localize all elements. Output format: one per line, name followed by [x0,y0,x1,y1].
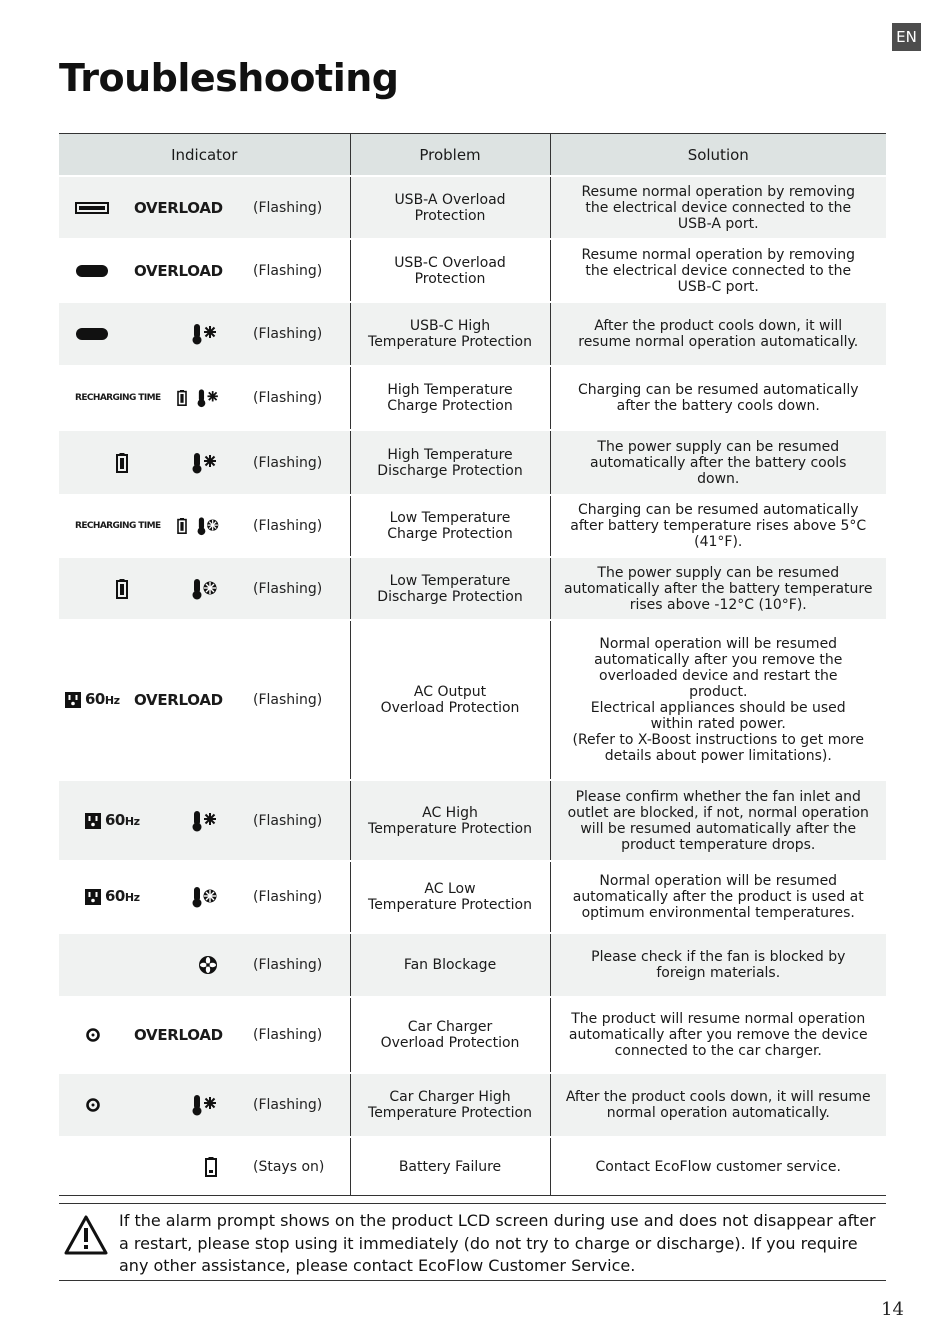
solution-line: product temperature drops. [621,836,816,853]
indicator-cell [59,557,350,620]
solution-line: will be resumed automatically after the [580,820,857,837]
solution-cell [550,430,886,495]
solution-line: After the product cools down, it will [594,318,843,334]
problem-cell [350,1137,550,1196]
problem-cell [350,176,550,239]
solution-line: foreign materials. [656,965,781,981]
solution-line: Electrical appliances should be used [590,700,846,716]
problem-cell [350,495,550,557]
indicator-cell [59,780,350,861]
solution-cell [550,239,886,302]
indicator-cell [59,1137,350,1196]
indicator-state: (Flashing) [253,199,323,216]
warning-icon [63,1214,109,1256]
solution-cell [550,176,886,239]
solution-line: resume normal operation automatically. [578,334,859,350]
solution-line: automatically after the battery cools [590,454,847,471]
table-row [59,430,886,495]
solution-line: automatically after you remove the device [568,1027,868,1043]
solution-line: Charging can be resumed automatically [577,502,859,518]
overload-label: OVERLOAD [134,261,223,280]
solution-header: Solution [550,134,886,177]
solution-cell [550,366,886,430]
indicator-state: (Flashing) [253,518,323,534]
problem-cell [350,239,550,302]
solution-line: automatically after the product is used at [572,889,864,905]
solution-line: The product will resume normal operation [571,1011,866,1027]
solution-line: the electrical device connected to the [585,199,852,216]
indicator-state: (Stays on) [253,1158,325,1175]
problem-line: Protection [414,270,486,287]
solution-line: rises above -12°C (10°F). [629,596,807,613]
problem-line: Low Temperature [389,510,511,526]
table-row [59,495,886,557]
car-charger-icon [86,1098,100,1112]
usb-c-icon [75,327,109,341]
solution-line: Charging can be resumed automatically [577,382,859,398]
warning-text: If the alarm prompt shows on the product LCD screen during use and does not disappear after a restart, please stop using it immediately (do not try to charge or discharge). If you require any other assistance, please contact EcoFlow Customer Service. [119,1211,876,1275]
indicator-cell [59,1073,350,1137]
warning-notice [59,1203,886,1281]
solution-line: Resume normal operation by removing [581,183,856,200]
indicator-state: (Flashing) [253,889,323,905]
language-badge: EN [892,23,921,51]
indicator-state: (Flashing) [253,454,323,471]
high-temperature-icon [191,323,217,345]
indicator-state: (Flashing) [253,1097,323,1113]
problem-line: USB-C Overload [394,254,506,271]
solution-line: within rated power. [650,716,786,732]
table-row [59,933,886,997]
indicator-cell [59,861,350,933]
solution-line: (41°F). [694,534,743,550]
fan-icon [198,955,218,975]
problem-line: Overload Protection [380,700,520,716]
solution-line: overloaded device and restart the [599,668,838,684]
indicator-cell [59,997,350,1073]
indicator-state: (Flashing) [253,390,323,406]
solution-cell [550,620,886,780]
problem-line: USB-A Overload [394,191,506,208]
ac-outlet-icon [85,813,101,829]
solution-cell [550,780,886,861]
solution-line: after battery temperature rises above 5°C [570,518,867,534]
solution-line: The power supply can be resumed [597,438,840,455]
frequency-label: 60Hz [105,810,140,829]
solution-line: (Refer to X-Boost instructions to get more [572,732,864,748]
battery-icon [177,390,187,406]
solution-line: optimum environmental temperatures. [581,905,855,921]
solution-line: automatically after you remove the [594,652,843,668]
overload-label: OVERLOAD [134,1026,223,1044]
problem-line: High Temperature [387,382,513,398]
table-row [59,620,886,780]
solution-cell [550,302,886,366]
frequency-label: 60Hz [105,887,140,905]
problem-cell [350,620,550,780]
problem-line: Temperature Protection [368,897,532,913]
solution-cell [550,1073,886,1137]
low-temperature-icon [191,578,217,600]
table-row [59,1073,886,1137]
battery-icon [177,518,187,534]
solution-line: Contact EcoFlow customer service. [595,1158,841,1175]
problem-line: Temperature Protection [368,1105,532,1121]
problem-line: Car Charger High [389,1089,511,1105]
solution-line: USB-C port. [677,278,759,295]
page-title: Troubleshooting [59,56,399,100]
indicator-state: (Flashing) [253,326,323,342]
low-temperature-icon [191,886,217,908]
problem-cell [350,557,550,620]
solution-cell [550,861,886,933]
solution-line: normal operation automatically. [606,1105,830,1121]
problem-line: High Temperature [387,446,513,463]
problem-cell [350,861,550,933]
table-row [59,302,886,366]
high-temperature-icon [191,452,217,474]
solution-line: Please confirm whether the fan inlet and [575,788,861,805]
indicator-cell [59,933,350,997]
table-row [59,861,886,933]
indicator-state: (Flashing) [253,262,323,279]
table-row [59,557,886,620]
battery-failure-icon [205,1157,217,1177]
ac-outlet-icon [65,692,81,708]
problem-line: Battery Failure [398,1158,502,1175]
solution-line: outlet are blocked, if not, normal operation [567,804,869,821]
troubleshooting-table [59,133,886,1196]
indicator-cell [59,430,350,495]
indicator-state: (Flashing) [253,580,323,597]
problem-line: Car Charger [407,1019,493,1035]
problem-line: Low Temperature [389,572,511,589]
table-row [59,1137,886,1196]
problem-line: Discharge Protection [377,588,523,605]
indicator-state: (Flashing) [253,692,323,708]
problem-cell [350,1073,550,1137]
solution-line: the electrical device connected to the [585,262,852,279]
indicator-state: (Flashing) [253,957,323,973]
car-charger-icon [86,1028,100,1042]
problem-cell [350,430,550,495]
usb-c-icon [75,264,109,278]
low-temperature-icon [196,517,219,536]
battery-icon [116,453,128,473]
solution-line: down. [697,470,740,487]
table-row [59,780,886,861]
solution-cell [550,933,886,997]
solution-line: Resume normal operation by removing [581,246,856,263]
problem-line: Temperature Protection [368,334,532,350]
indicator-cell [59,366,350,430]
battery-icon [116,579,128,599]
problem-line: AC High [422,804,478,821]
problem-line: AC Low [424,881,476,897]
indicator-state: (Flashing) [253,1027,323,1043]
problem-cell [350,302,550,366]
problem-line: USB-C High [409,318,491,334]
solution-line: details about power limitations). [604,748,832,764]
overload-label: OVERLOAD [134,691,223,709]
solution-cell [550,495,886,557]
indicator-header: Indicator [59,134,350,177]
table-row [59,176,886,239]
recharging-time-label: RECHARGING TIME [75,393,161,403]
frequency-label: 60Hz [85,690,120,708]
problem-line: Charge Protection [387,526,513,542]
solution-line: After the product cools down, it will resume [565,1089,871,1105]
problem-cell [350,997,550,1073]
usb-a-icon [75,202,109,214]
table-row [59,239,886,302]
recharging-time-label: RECHARGING TIME [75,521,161,531]
solution-line: The power supply can be resumed [597,564,840,581]
solution-line: automatically after the battery temperature [564,580,873,597]
solution-line: Please check if the fan is blocked by [591,949,846,965]
solution-cell [550,997,886,1073]
high-temperature-icon [191,810,217,832]
problem-line: Fan Blockage [403,957,497,973]
problem-line: Temperature Protection [368,820,532,837]
indicator-cell [59,302,350,366]
problem-header: Problem [350,134,550,177]
indicator-cell [59,176,350,239]
problem-line: Protection [414,207,486,224]
problem-line: Discharge Protection [377,462,523,479]
indicator-state: (Flashing) [253,812,323,829]
indicator-cell [59,239,350,302]
overload-label: OVERLOAD [134,198,223,217]
solution-cell [550,557,886,620]
high-temperature-icon [196,389,219,408]
problem-line: Charge Protection [387,398,513,414]
table-row [59,997,886,1073]
solution-line: Normal operation will be resumed [599,636,838,652]
solution-line: Normal operation will be resumed [599,873,838,889]
solution-cell [550,1137,886,1196]
problem-line: Overload Protection [380,1035,520,1051]
page-number: 14 [881,1299,904,1320]
problem-cell [350,933,550,997]
high-temperature-icon [191,1094,217,1116]
solution-line: after the battery cools down. [616,398,820,414]
ac-outlet-icon [85,889,101,905]
solution-line: USB-A port. [677,215,759,232]
problem-cell [350,366,550,430]
problem-cell [350,780,550,861]
indicator-cell [59,495,350,557]
solution-line: product. [689,684,748,700]
solution-line: connected to the car charger. [614,1043,822,1059]
table-header-row [59,134,886,177]
problem-line: AC Output [413,684,487,700]
table-row [59,366,886,430]
indicator-cell [59,620,350,780]
